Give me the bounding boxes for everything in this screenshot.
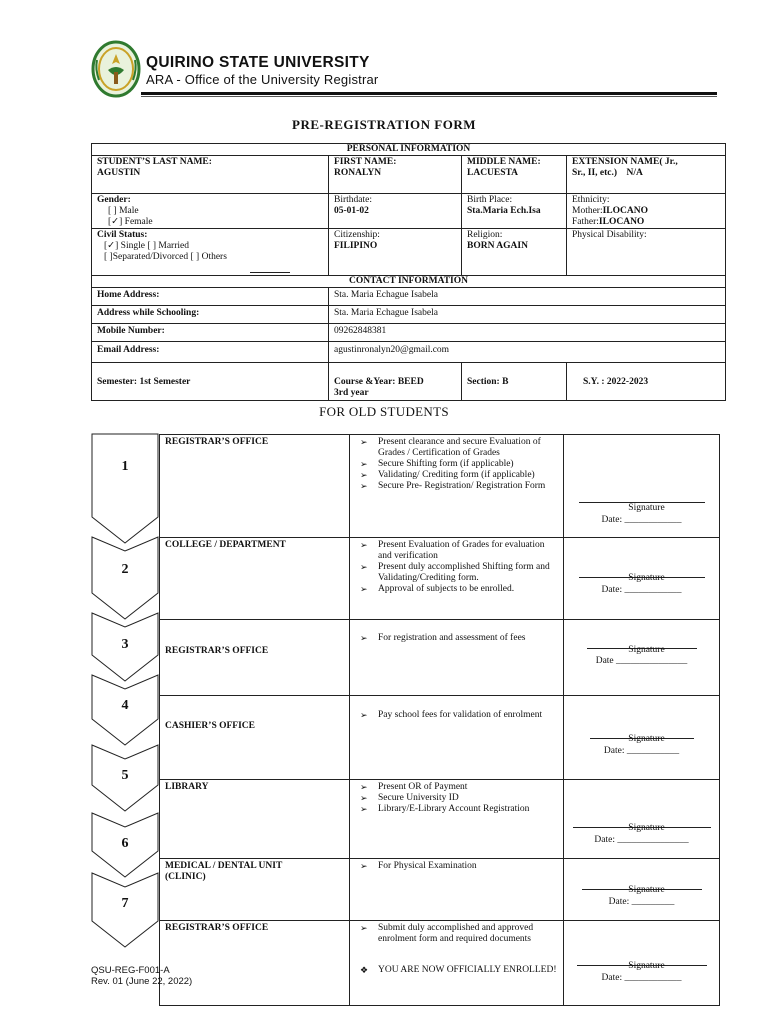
civil-status-options-2[interactable]: [ ]Separated/Divorced [ ] Others: [104, 252, 227, 262]
step-5-requirements-cell: [349, 779, 564, 859]
step-2-item: ➢ Present duly accomplished Shifting form and Validating/Crediting form.: [360, 562, 550, 583]
disability-label: Physical Disability:: [572, 230, 647, 240]
disability-cell: [566, 228, 726, 276]
step-3-requirements-cell: [349, 619, 564, 696]
step-5-item: ➢ Secure University ID: [360, 793, 459, 803]
step-5-date-field[interactable]: Date: _______________: [594, 835, 689, 845]
course-year-cell: [328, 362, 462, 401]
step-2-office: COLLEGE / DEPARTMENT: [165, 540, 286, 550]
middle-name-value: LACUESTA: [467, 168, 519, 178]
step-7-date-field[interactable]: Date: ____________: [601, 973, 682, 983]
contact-info-title: CONTACT INFORMATION: [91, 275, 726, 288]
middle-name-label: MIDDLE NAME:: [467, 157, 541, 167]
birthdate-value: 05-01-02: [334, 206, 369, 216]
extension-name-value: N/A: [626, 168, 643, 178]
header-rule-thin: [141, 96, 717, 97]
home-address-label: Home Address:: [91, 287, 329, 306]
birthplace-label: Birth Place:: [467, 195, 513, 205]
form-revision: Rev. 01 (June 22, 2022): [91, 976, 193, 987]
civil-status-cell: [91, 228, 329, 276]
step-5-signature-cell: [563, 779, 720, 859]
step-7-item: ➢ Submit duly accomplished and approved enrolment form and required documents: [360, 923, 534, 944]
gender-cell: [91, 193, 329, 229]
form-code: QSU-REG-F001-A: [91, 965, 170, 976]
civil-status-label: Civil Status:: [97, 230, 148, 240]
mother-ethnicity-value: ILOCANO: [602, 206, 649, 216]
first-name-value: RONALYN: [334, 168, 382, 178]
form-code-footer: [91, 965, 192, 987]
step-1-item: ➢ Present clearance and secure Evaluation of Grades / Certification of Grades: [360, 437, 541, 458]
others-blank-line: [250, 272, 290, 273]
step-number-1: 1: [121, 459, 129, 474]
step-7-signature-cell: [563, 920, 720, 1006]
father-label: Father:: [572, 217, 599, 227]
semester-cell: Semester: 1st Semester: [91, 362, 329, 401]
step-2-signature-cell: [563, 537, 720, 620]
step-6-date-field[interactable]: Date: _________: [608, 897, 675, 907]
old-students-title: FOR OLD STUDENTS: [319, 404, 449, 419]
step-4-date-field[interactable]: Date: ___________: [603, 746, 680, 756]
step-1-item: ➢ Validating/ Crediting form (if applicable): [360, 470, 535, 480]
gender-male-checkbox[interactable]: [ ] Male: [108, 206, 139, 216]
step-6-requirements-cell: [349, 858, 564, 921]
school-year-cell: S.Y. : 2022-2023: [566, 362, 726, 401]
step-5-signature-label: Signature: [628, 823, 665, 833]
citizenship-cell: [328, 228, 462, 276]
step-2-date-field[interactable]: Date: ____________: [601, 585, 682, 595]
mother-label: Mother:: [572, 206, 603, 216]
gender-female-checkbox[interactable]: [✓] Female: [108, 217, 153, 227]
step-1-requirements-cell: [349, 434, 564, 538]
gender-label: Gender:: [97, 195, 131, 205]
step-2-item: ➢ Present Evaluation of Grades for evaluation and verification: [360, 540, 545, 561]
step-4-item: ➢ Pay school fees for validation of enrolment: [360, 710, 543, 720]
enrolled-notice: ❖ YOU ARE NOW OFFICIALLY ENROLLED!: [360, 965, 557, 975]
civil-status-options-1[interactable]: [✓] Single [ ] Married: [104, 241, 189, 251]
step-1-signature-label: Signature: [628, 503, 665, 513]
header-rule: [141, 92, 717, 95]
step-2-requirements-cell: [349, 537, 564, 620]
step-4-signature-label: Signature: [628, 734, 665, 744]
step-6-signature-label: Signature: [628, 885, 665, 895]
step-number-5: 5: [121, 768, 129, 783]
step-1-item: ➢ Secure Shifting form (if applicable): [360, 459, 514, 469]
step-6-signature-cell: [563, 858, 720, 921]
step-4-office: CASHIER’S OFFICE: [165, 721, 255, 731]
first-name-label: FIRST NAME:: [334, 157, 397, 167]
year-level-value: 3rd year: [334, 388, 369, 398]
first-name-cell: [328, 155, 462, 194]
citizenship-value: FILIPINO: [334, 241, 378, 251]
birthplace-cell: [461, 193, 567, 229]
step-3-signature-label: Signature: [628, 645, 665, 655]
last-name-cell: [91, 155, 329, 194]
last-name-label: STUDENT’S LAST NAME:: [97, 157, 212, 167]
birthplace-value: Sta.Maria Ech.Isa: [467, 206, 541, 216]
extension-name-label-2: Sr., II, etc.): [572, 168, 618, 178]
step-number-4: 4: [121, 698, 129, 713]
registrar-office-name: ARA - Office of the University Registrar: [146, 72, 379, 87]
extension-name-cell: [566, 155, 726, 194]
step-5-office-cell: [159, 779, 350, 859]
birthdate-label: Birthdate:: [334, 195, 372, 205]
citizenship-label: Citizenship:: [334, 230, 380, 240]
middle-name-cell: [461, 155, 567, 194]
email-address-value: agustinronalyn20@gmail.com: [328, 341, 726, 363]
father-ethnicity-value: ILOCANO: [598, 217, 645, 227]
step-2-office-cell: [159, 537, 350, 620]
religion-value: BORN AGAIN: [467, 241, 528, 251]
personal-info-title: PERSONAL INFORMATION: [91, 143, 726, 156]
email-address-label: Email Address:: [91, 341, 329, 363]
school-address-label: Address while Schooling:: [91, 305, 329, 324]
mobile-number-label: Mobile Number:: [91, 323, 329, 342]
ethnicity-cell: [566, 193, 726, 229]
home-address-value: Sta. Maria Echague Isabela: [328, 287, 726, 306]
religion-label: Religion:: [467, 230, 503, 240]
steps-arrow-column: [91, 433, 161, 993]
step-4-signature-cell: [563, 695, 720, 780]
step-6-office: MEDICAL / DENTAL UNIT (CLINIC): [165, 861, 283, 882]
step-7-requirements-cell: [349, 920, 564, 1006]
step-3-date-field[interactable]: Date _______________: [595, 656, 688, 666]
last-name-value: AGUSTIN: [97, 168, 141, 178]
religion-cell: [461, 228, 567, 276]
step-3-item: ➢ For registration and assessment of fees: [360, 633, 526, 643]
step-1-item: ➢ Secure Pre- Registration/ Registration Form: [360, 481, 546, 491]
section-cell: Section: B: [461, 362, 567, 401]
step-7-signature-label: Signature: [628, 961, 665, 971]
step-7-office: REGISTRAR’S OFFICE: [165, 923, 269, 933]
step-number-2: 2: [121, 562, 129, 577]
step-3-office-cell: [159, 619, 350, 696]
step-6-office-cell: [159, 858, 350, 921]
step-4-office-cell: [159, 695, 350, 780]
step-5-item: ➢ Present OR of Payment: [360, 782, 468, 792]
step-6-item: ➢ For Physical Examination: [360, 861, 477, 871]
step-1-office: REGISTRAR’S OFFICE: [165, 437, 269, 447]
step-3-office: REGISTRAR’S OFFICE: [165, 646, 269, 656]
step-number-7: 7: [121, 896, 129, 911]
step-3-signature-cell: [563, 619, 720, 696]
birthdate-cell: [328, 193, 462, 229]
step-number-6: 6: [121, 836, 129, 851]
step-1-signature-cell: [563, 434, 720, 538]
step-2-signature-label: Signature: [628, 573, 665, 583]
step-arrow-2: [92, 537, 158, 619]
step-7-office-cell: [159, 920, 350, 1006]
step-5-office: LIBRARY: [165, 782, 209, 792]
university-seal-logo: [91, 40, 141, 98]
step-1-date-field[interactable]: Date: ____________: [601, 515, 682, 525]
step-number-3: 3: [121, 637, 129, 652]
extension-name-label: EXTENSION NAME( Jr.,: [572, 157, 678, 167]
ethnicity-label: Ethnicity:: [572, 195, 610, 205]
course-year-value: Course &Year: BEED: [334, 377, 424, 387]
step-arrow-1: [92, 434, 158, 543]
step-5-item: ➢ Library/E-Library Account Registration: [360, 804, 530, 814]
step-2-item: ➢ Approval of subjects to be enrolled.: [360, 584, 515, 594]
mobile-number-value: 09262848381: [328, 323, 726, 342]
step-1-office-cell: [159, 434, 350, 538]
university-name: QUIRINO STATE UNIVERSITY: [146, 54, 370, 71]
step-4-requirements-cell: [349, 695, 564, 780]
form-title: PRE-REGISTRATION FORM: [292, 117, 476, 132]
school-address-value: Sta. Maria Echague Isabela: [328, 305, 726, 324]
